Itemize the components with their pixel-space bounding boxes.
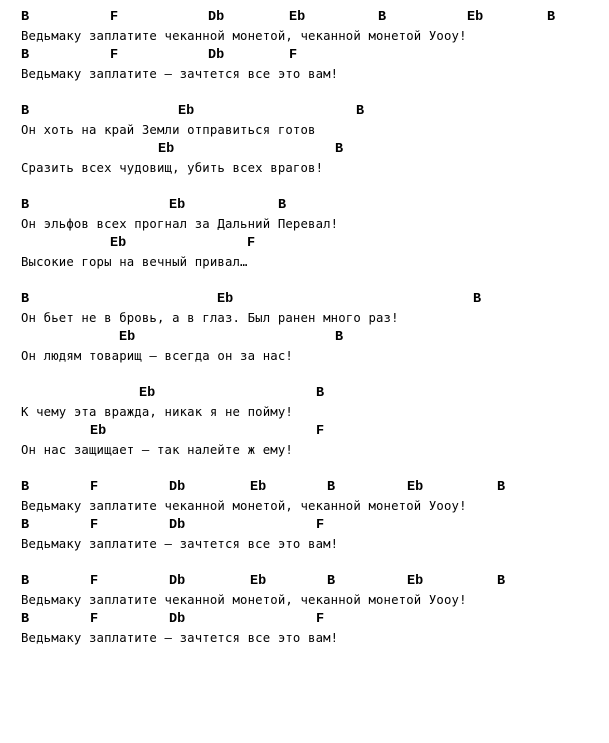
block-spacer xyxy=(21,366,605,384)
chord: Eb xyxy=(139,386,156,401)
chorus-block xyxy=(21,572,605,648)
chord-line xyxy=(21,478,605,497)
lyric-line: Он людям товарищ — всегда он за нас! xyxy=(21,349,293,363)
chord: F xyxy=(110,48,119,63)
verse-block xyxy=(21,384,605,460)
chorus-block xyxy=(21,478,605,554)
chord: Db xyxy=(169,612,186,627)
chord: Eb xyxy=(217,292,234,307)
chord: B xyxy=(497,574,506,589)
chord: B xyxy=(327,480,336,495)
chord: B xyxy=(21,612,30,627)
chord-line xyxy=(21,234,605,253)
chord: Eb xyxy=(289,10,306,25)
chord: B xyxy=(316,386,325,401)
verse-block xyxy=(21,290,605,366)
chord: Eb xyxy=(178,104,195,119)
chord: F xyxy=(316,518,325,533)
chord: Eb xyxy=(250,480,267,495)
lyric-line: Сразить всех чудовищ, убить всех врагов! xyxy=(21,161,324,175)
chord-line xyxy=(21,384,605,403)
lyric-line: Он эльфов всех прогнал за Дальний Перевал! xyxy=(21,217,339,231)
chord: B xyxy=(327,574,336,589)
chord-line xyxy=(21,328,605,347)
lyric-line: Он хоть на край Земли отправиться готов xyxy=(21,123,316,137)
chord: Eb xyxy=(467,10,484,25)
chord-line xyxy=(21,140,605,159)
chord: B xyxy=(21,518,30,533)
chord: B xyxy=(335,330,344,345)
chord: Db xyxy=(169,518,186,533)
chord-line xyxy=(21,102,605,121)
verse-block xyxy=(21,102,605,178)
chorus-block xyxy=(21,8,605,84)
chord: F xyxy=(90,574,99,589)
block-spacer xyxy=(21,460,605,478)
lyric-line: Ведьмаку заплатите — зачтется все это вам! xyxy=(21,631,339,645)
chord: F xyxy=(316,612,325,627)
chord: Db xyxy=(208,48,225,63)
lyric-line: Ведьмаку заплатите — зачтется все это вам! xyxy=(21,537,339,551)
chord: B xyxy=(21,48,30,63)
chord-line xyxy=(21,46,605,65)
chord: B xyxy=(378,10,387,25)
chord: Eb xyxy=(158,142,175,157)
lyric-line: Ведьмаку заплатите чеканной монетой, чеканной монетой Уооу! xyxy=(21,29,467,43)
chord-line xyxy=(21,290,605,309)
chord: F xyxy=(247,236,256,251)
chord-line xyxy=(21,516,605,535)
block-spacer xyxy=(21,272,605,290)
chord: B xyxy=(547,10,556,25)
lyric-line: Он нас защищает — так налейте ж ему! xyxy=(21,443,293,457)
chord: F xyxy=(90,612,99,627)
chord: Db xyxy=(208,10,225,25)
chord: Eb xyxy=(169,198,186,213)
chord: B xyxy=(21,574,30,589)
lyric-line: Ведьмаку заплатите — зачтется все это вам! xyxy=(21,67,339,81)
chord: Db xyxy=(169,480,186,495)
lyric-line: К чему эта вражда, никак я не пойму! xyxy=(21,405,293,419)
chord: B xyxy=(335,142,344,157)
chord: B xyxy=(21,104,30,119)
block-spacer xyxy=(21,178,605,196)
chord: B xyxy=(21,480,30,495)
block-spacer xyxy=(21,554,605,572)
chord-line xyxy=(21,572,605,591)
chord-sheet xyxy=(21,8,605,648)
chord: Db xyxy=(169,574,186,589)
chord: Eb xyxy=(250,574,267,589)
chord: B xyxy=(278,198,287,213)
chord-line xyxy=(21,8,605,27)
lyric-line: Ведьмаку заплатите чеканной монетой, чеканной монетой Уооу! xyxy=(21,593,467,607)
chord-line xyxy=(21,196,605,215)
chord: F xyxy=(90,480,99,495)
lyric-line: Высокие горы на вечный привал… xyxy=(21,255,248,269)
chord: Eb xyxy=(90,424,107,439)
chord-line xyxy=(21,610,605,629)
lyric-line: Он бьет не в бровь, а в глаз. Был ранен много раз! xyxy=(21,311,399,325)
chord: B xyxy=(21,292,30,307)
chord: F xyxy=(110,10,119,25)
verse-block xyxy=(21,196,605,272)
chord: B xyxy=(21,10,30,25)
chord: Eb xyxy=(407,574,424,589)
chord: Eb xyxy=(110,236,127,251)
chord-line xyxy=(21,422,605,441)
chord: Eb xyxy=(407,480,424,495)
lyric-line: Ведьмаку заплатите чеканной монетой, чеканной монетой Уооу! xyxy=(21,499,467,513)
chord: B xyxy=(473,292,482,307)
chord: B xyxy=(21,198,30,213)
block-spacer xyxy=(21,84,605,102)
chord: Eb xyxy=(119,330,136,345)
chord: B xyxy=(356,104,365,119)
chord: F xyxy=(90,518,99,533)
chord: B xyxy=(497,480,506,495)
chord: F xyxy=(289,48,298,63)
chord: F xyxy=(316,424,325,439)
